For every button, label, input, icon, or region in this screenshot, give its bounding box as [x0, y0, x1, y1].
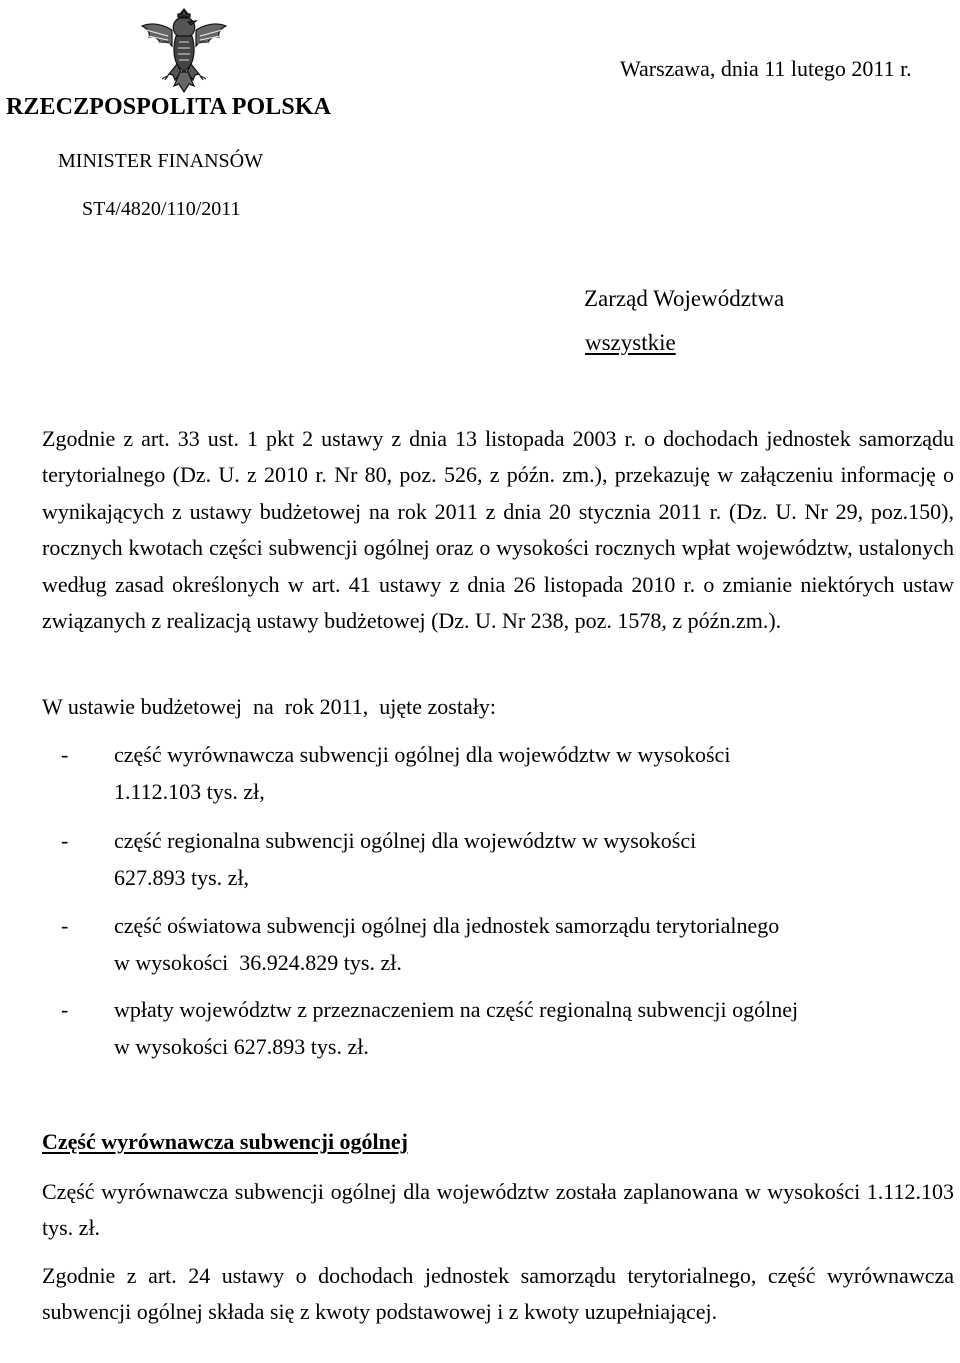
budget-list-item: [61, 907, 951, 981]
list-dash: -: [61, 997, 69, 1022]
list-item-line-2: 1.112.103 tys. zł,: [114, 779, 265, 804]
addressee-line-2: wszystkie: [585, 330, 676, 355]
list-item-line-1: część wyrównawcza subwencji ogólnej dla województw w wysokości: [114, 742, 731, 767]
list-item-line-2: 627.893 tys. zł,: [114, 865, 250, 890]
addressee-line-1: Zarząd Województwa: [584, 286, 785, 311]
list-dash: -: [61, 742, 69, 767]
list-item-line-1: część regionalna subwencji ogólnej dla województw w wysokości: [114, 828, 697, 853]
document-reference-number: ST4/4820/110/2011: [82, 198, 241, 220]
section-heading: Część wyrównawcza subwencji ogólnej: [42, 1129, 408, 1154]
budget-list-item: [61, 736, 951, 810]
list-item-line-2: w wysokości 36.924.829 tys. zł.: [114, 950, 402, 975]
list-dash: -: [61, 913, 69, 938]
budget-list-item: [61, 822, 951, 896]
polish-eagle-icon: [136, 6, 232, 94]
budget-intro-paragraph: W ustawie budżetowej na rok 2011, ujęte zostały:: [42, 694, 496, 719]
section-paragraph-1: Część wyrównawcza subwencji ogólnej dla województw została zaplanowana w wysokości 1.112.103 tys. zł.: [42, 1179, 954, 1241]
list-item-line-1: część oświatowa subwencji ogólnej dla jednostek samorządu terytorialnego: [114, 913, 780, 938]
section-paragraph-2: Zgodnie z art. 24 ustawy o dochodach jednostek samorządu terytorialnego, część wyrównawcza subwencji ogólnej składa się z kwoty podstawowej i z kwoty uzupełniającej.: [42, 1263, 954, 1325]
intro-paragraph: Zgodnie z art. 33 ust. 1 pkt 2 ustawy z dnia 13 listopada 2003 r. o dochodach jednostek samorządu terytorialnego (Dz. U. z 2010 r. Nr 80, poz. 526, z późn. zm.), przekazuję w załączeniu informację o wynikających z ustawy budżetowej na rok 2011 z dnia 20 stycznia 2011 r. (Dz. U. Nr 29, poz.150), rocznych kwotach części subwencji ogólnej oraz o wysokości rocznych wpłat województw, ustalonych według zasad określonych w art. 41 ustawy z dnia 26 listopada 2010 r. o zmianie niektórych ustaw związanych z realizacją ustawy budżetowej (Dz. U. Nr 238, poz. 1578, z późn.zm.).: [42, 426, 954, 634]
list-dash: -: [61, 828, 69, 853]
place-and-date: Warszawa, dnia 11 lutego 2011 r.: [620, 56, 912, 81]
institution-name: RZECZPOSPOLITA POLSKA: [6, 94, 332, 120]
list-item-line-2: w wysokości 627.893 tys. zł.: [114, 1034, 369, 1059]
list-item-line-1: wpłaty województw z przeznaczeniem na część regionalną subwencji ogólnej: [114, 997, 799, 1022]
minister-title: MINISTER FINANSÓW: [58, 150, 263, 172]
budget-list-item: [61, 991, 951, 1065]
